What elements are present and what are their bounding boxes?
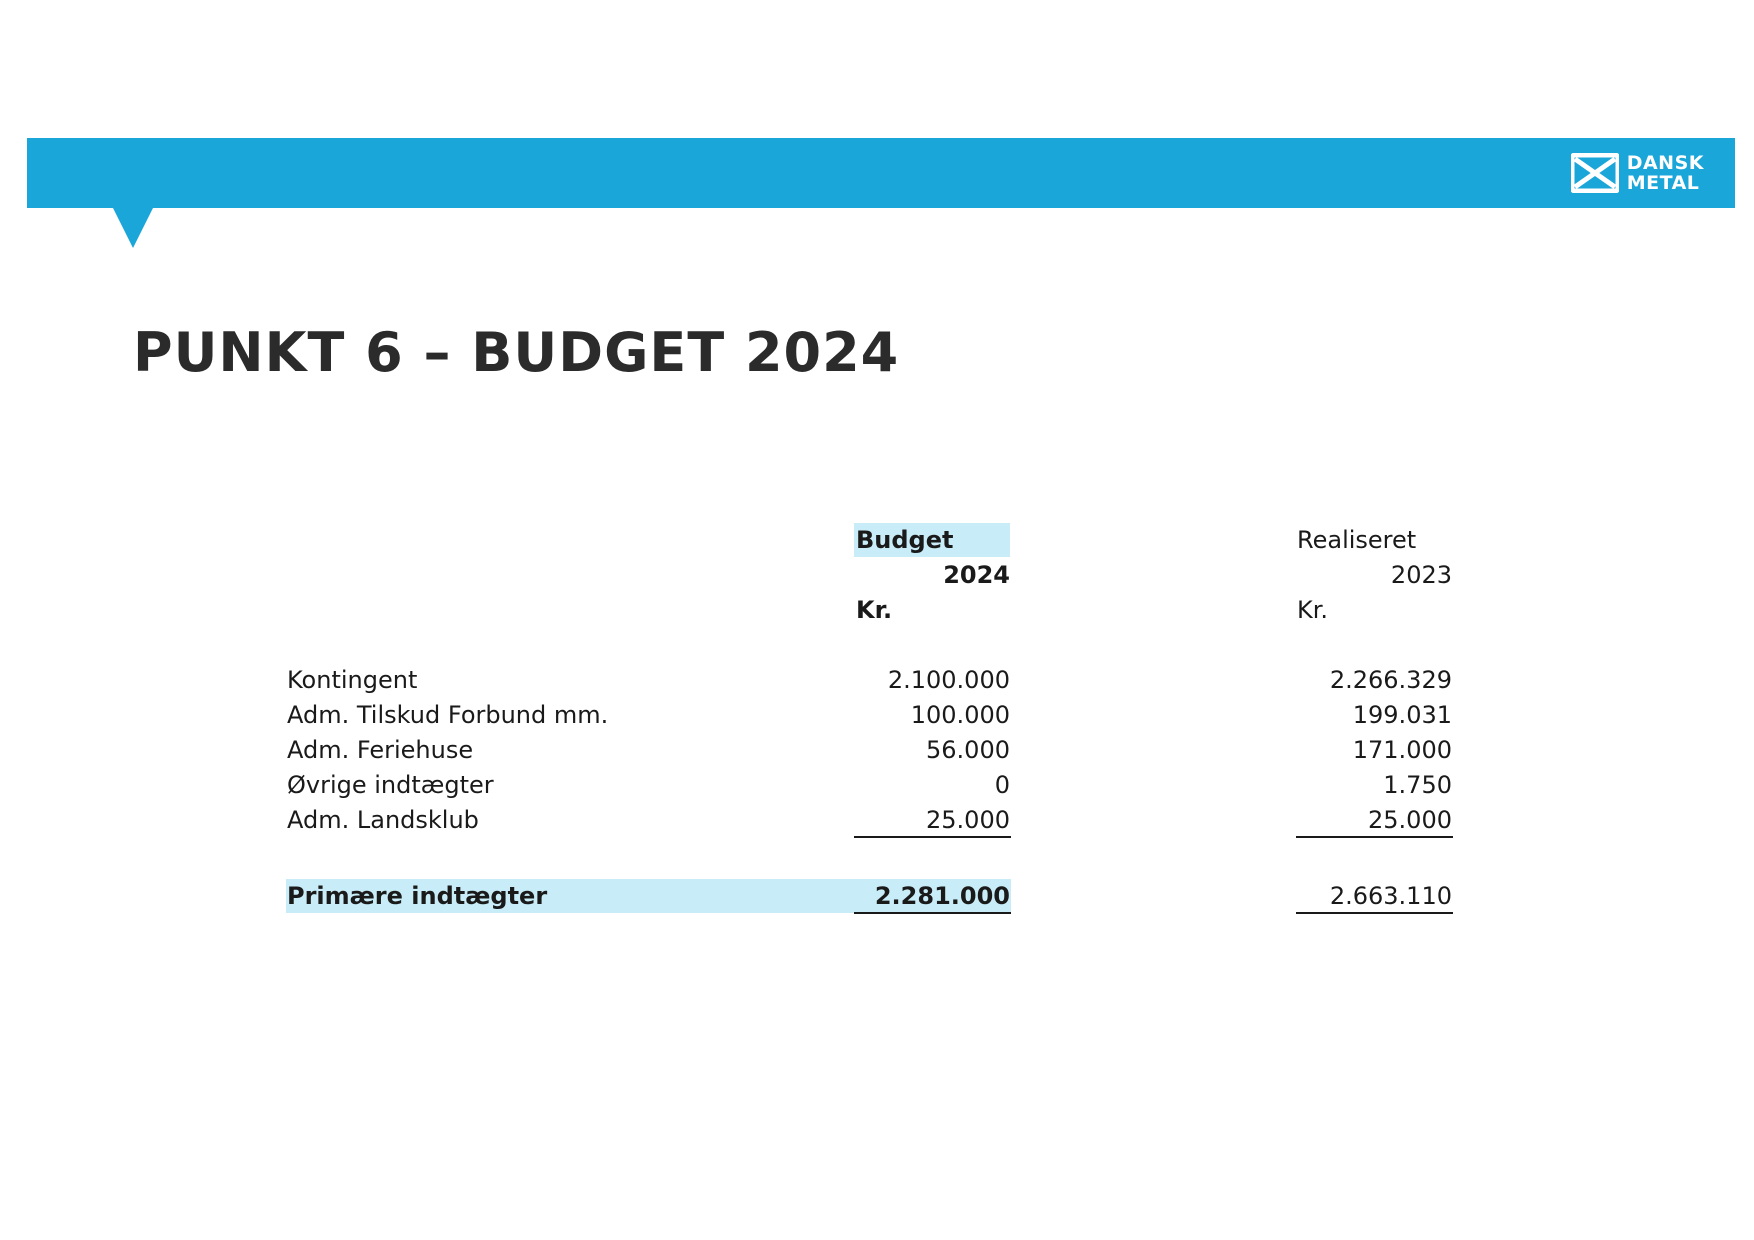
actual-subtotal-rule xyxy=(1296,836,1453,838)
row-actual-value: 1.750 xyxy=(1383,771,1452,799)
header-banner xyxy=(27,138,1735,208)
page-title: PUNKT 6 – BUDGET 2024 xyxy=(133,321,900,384)
actual-column-year: 2023 xyxy=(1390,561,1452,589)
row-label: Adm. Feriehuse xyxy=(287,736,474,764)
actual-total-rule xyxy=(1296,912,1453,914)
dansk-metal-logo xyxy=(1571,152,1704,194)
row-budget-value: 0 xyxy=(994,771,1010,799)
row-label: Adm. Landsklub xyxy=(287,806,479,834)
row-actual-value: 2.266.329 xyxy=(1329,666,1452,694)
row-label: Kontingent xyxy=(287,666,418,694)
row-actual-value: 171.000 xyxy=(1352,736,1452,764)
actual-column-unit: Kr. xyxy=(1297,596,1329,624)
total-actual-value: 2.663.110 xyxy=(1329,882,1452,910)
logo-text xyxy=(1627,153,1704,193)
budget-column-unit: Kr. xyxy=(856,596,893,624)
logo-line-1: DANSK xyxy=(1626,152,1704,174)
budget-subtotal-rule xyxy=(854,836,1011,838)
total-budget-value: 2.281.000 xyxy=(874,882,1010,910)
row-actual-value: 25.000 xyxy=(1368,806,1452,834)
row-label: Adm. Tilskud Forbund mm. xyxy=(287,701,609,729)
actual-column-heading: Realiseret xyxy=(1297,526,1417,554)
logo-line-2: METAL xyxy=(1626,172,1700,194)
total-label: Primære indtægter xyxy=(287,882,548,910)
budget-column-year: 2024 xyxy=(943,561,1010,589)
banner-pointer xyxy=(113,208,153,248)
budget-column-heading: Budget xyxy=(856,526,954,554)
row-actual-value: 199.031 xyxy=(1352,701,1452,729)
row-budget-value: 100.000 xyxy=(910,701,1010,729)
row-label: Øvrige indtægter xyxy=(287,771,494,799)
logo-mark-icon xyxy=(1571,153,1619,193)
row-budget-value: 2.100.000 xyxy=(887,666,1010,694)
budget-total-rule xyxy=(854,912,1011,914)
row-budget-value: 25.000 xyxy=(926,806,1010,834)
row-budget-value: 56.000 xyxy=(926,736,1010,764)
